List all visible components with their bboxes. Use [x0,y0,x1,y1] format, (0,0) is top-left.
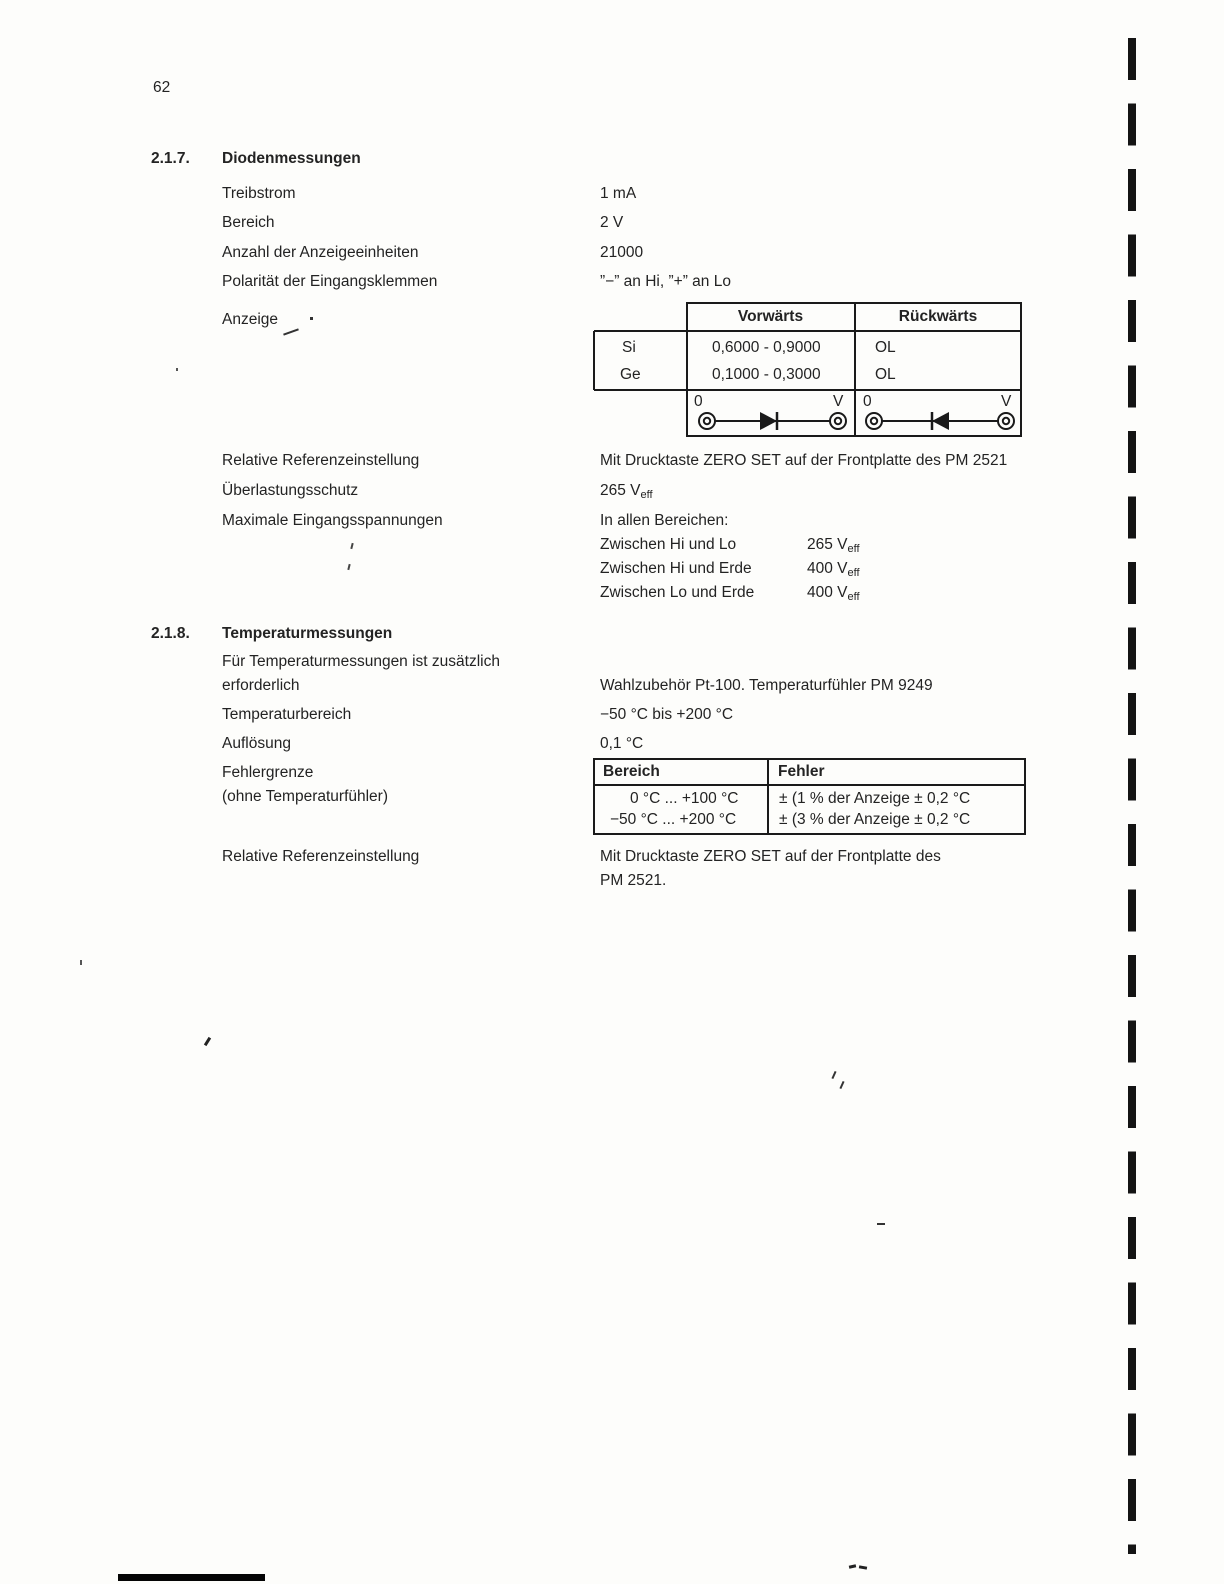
spec-label: Treibstrom [222,185,296,202]
requirement-row [0,676,1224,700]
spec-row [0,705,1224,729]
cell-reverse: OL [875,339,896,356]
scan-artifact [839,1081,844,1089]
requirement-label-line1: Für Temperaturmessungen ist zusätzlich [222,653,500,670]
max-input-label: Zwischen Lo und Erde [600,584,755,601]
max-input-row [0,535,1224,559]
max-input-value: 400 $V_{eff}$ [807,560,860,579]
spec-value: 21000 [600,244,644,261]
page-number: 62 [153,79,171,96]
spec-value: In allen Bereichen: [600,512,729,529]
terminal-zero-label: 0 [694,393,703,410]
binding-marks [1128,38,1136,1554]
col-header-reverse: Rückwärts [898,308,978,325]
cell-forward: 0,1000 - 0,3000 [712,366,821,383]
spec-row [0,272,1224,296]
spec-row [0,511,1224,535]
col-header-forward: Vorwärts [737,308,804,325]
spec-label: Überlastungsschutz [222,482,359,499]
cell-range: 0 °C ... +100 °C [630,790,739,807]
spec-value: 0,1 °C [600,735,644,752]
diode-reverse-icon [866,412,1014,430]
spec-label: Bereich [222,214,275,231]
max-input-value: 265 $V_{eff}$ [807,536,860,555]
scan-artifact [310,317,313,320]
spec-label: Auflösung [222,735,291,752]
scan-artifact [859,1565,867,1569]
spec-value-line1: Mit Drucktaste ZERO SET auf der Frontplatte des [600,848,941,865]
section-number: 2.1.7. [151,150,190,167]
spec-label: Anzahl der Anzeigeeinheiten [222,244,419,261]
terminal-volt-label: V [1001,393,1012,410]
scan-artifact [176,368,178,371]
error-label-line1: Fehlergrenze [222,764,314,781]
scan-artifact [204,1037,211,1046]
col-header-range: Bereich [603,763,660,780]
scan-artifact [831,1071,836,1079]
cell-error: ± (1 % der Anzeige ± 0,2 °C [779,790,971,807]
spec-label: Temperaturbereich [222,706,352,723]
terminal-zero-label: 0 [863,393,872,410]
scan-artifact [877,1223,885,1225]
spec-value: 265 $V_{eff}$ [600,482,653,501]
section-heading-diode [0,149,1224,173]
col-header-error: Fehler [778,763,825,780]
section-title: Diodenmessungen [222,150,361,167]
cell-range: −50 °C ... +200 °C [610,811,737,828]
max-input-row [0,559,1224,583]
display-label: Anzeige [222,311,279,328]
spec-label: Relative Referenzeinstellung [222,452,420,469]
temp-error-table [593,758,1026,835]
section-number: 2.1.8. [151,625,190,642]
spec-row [0,734,1224,758]
row-type: Ge [620,366,641,383]
max-input-row [0,583,1224,607]
scan-artifact [80,960,82,965]
requirement-label-line2: erforderlich [222,677,300,694]
section-heading-temp [0,624,1224,648]
max-input-value: 400 $V_{eff}$ [807,584,860,603]
scan-artifact [849,1564,856,1568]
max-input-label: Zwischen Hi und Lo [600,536,737,553]
spec-value: 1 mA [600,185,637,202]
max-input-label: Zwischen Hi und Erde [600,560,752,577]
spec-label: Polarität der Eingangsklemmen [222,273,438,290]
cell-error: ± (3 % der Anzeige ± 0,2 °C [779,811,971,828]
terminal-volt-label: V [833,393,844,410]
spec-row [0,243,1224,267]
spec-label: Maximale Eingangsspannungen [222,512,443,529]
spec-value: −50 °C bis +200 °C [600,706,734,723]
spec-row [0,847,1224,871]
error-label-line2: (ohne Temperaturfühler) [222,788,388,805]
spec-row [0,184,1224,208]
spec-value: 2 V [600,214,624,231]
spec-value: Mit Drucktaste ZERO SET auf der Frontplatte des PM 2521 [600,452,1008,469]
cell-forward: 0,6000 - 0,9000 [712,339,821,356]
spec-row [0,451,1224,475]
section-title: Temperaturmessungen [222,625,393,642]
bottom-edge-mark [118,1574,265,1581]
spec-label: Relative Referenzeinstellung [222,848,420,865]
scan-artifact [283,328,299,335]
requirement-value: Wahlzubehör Pt-100. Temperaturfühler PM 9249 [600,677,933,694]
spec-value-line2: PM 2521. [600,872,667,889]
diode-forward-icon [699,412,846,430]
diode-display-table [593,302,1023,437]
spec-value: ”−” an Hi, ”+” an Lo [600,273,731,290]
spec-row [0,481,1224,505]
spec-row [0,213,1224,237]
cell-reverse: OL [875,366,896,383]
row-type: Si [622,339,636,356]
